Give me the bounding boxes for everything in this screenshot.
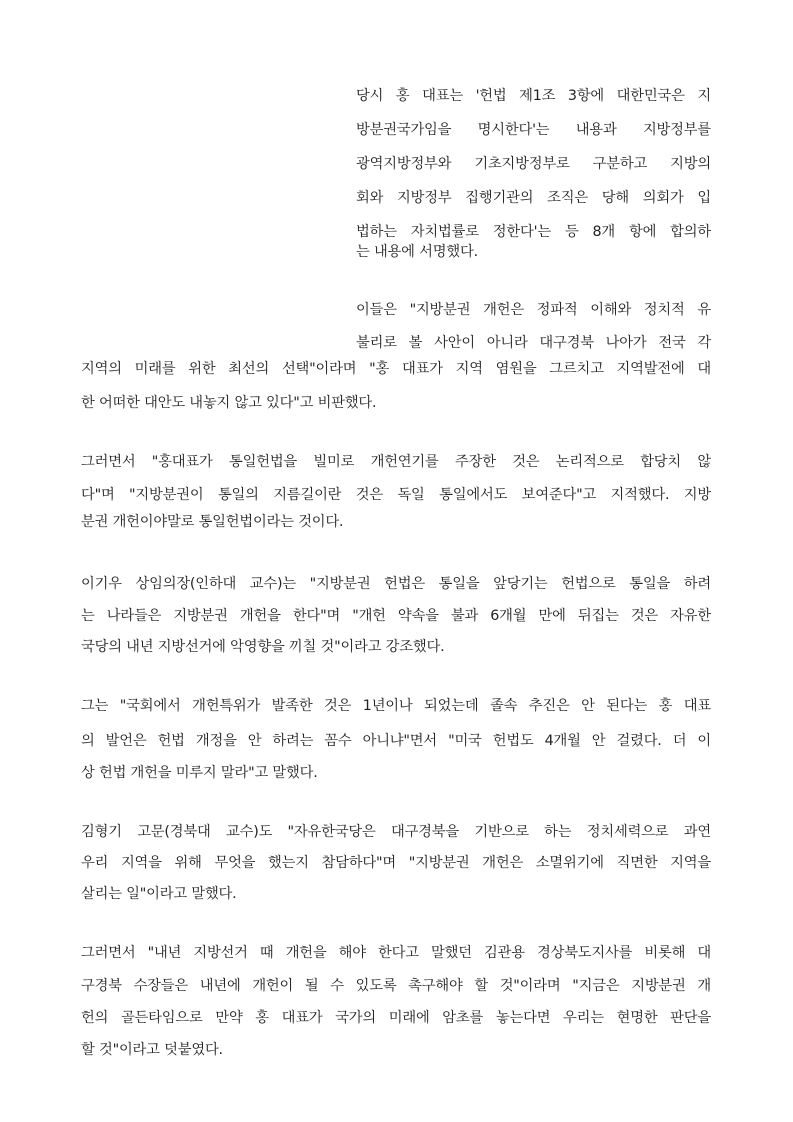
paragraph-6-line: 김형기 고문(경북대 교수)도 "자유한국당은 대구경북을 기반으로 하는 정치세력으로 과연 xyxy=(81,824,711,840)
paragraph-7-line: 구경북 수장들은 내년에 개헌이 될 수 있도록 촉구해야 할 것"이라며 "지금은 지방분권 개 xyxy=(81,978,711,994)
paragraph-1-line: 광역지방정부와 기초지방정부로 구분하고 지방의 xyxy=(356,156,711,172)
paragraph-2-line: 불리로 볼 사안이 아니라 대구경북 나아가 전국 각 xyxy=(356,335,711,351)
paragraph-4-line: 국당의 내년 지방선거에 악영향을 끼칠 것"이라고 강조했다. xyxy=(81,639,445,655)
paragraph-2-line: 한 어떠한 대안도 내놓지 않고 있다"고 비판했다. xyxy=(81,395,377,411)
paragraph-7-line: 그러면서 "내년 지방선거 때 개헌을 해야 한다고 말했던 김관용 경상북도지사를 비롯해 대 xyxy=(81,945,711,961)
paragraph-2-line: 지역의 미래를 위한 최선의 선택"이라며 "홍 대표가 지역 염원을 그르치고 지역발전에 대 xyxy=(81,361,711,377)
paragraph-3-line: 분권 개헌이야말로 통일헌법이라는 것이다. xyxy=(81,514,344,530)
paragraph-4-line: 이기우 상임의장(인하대 교수)는 "지방분권 헌법은 통일을 앞당기는 헌법으로 통일을 하려 xyxy=(81,576,711,592)
paragraph-3-line: 다"며 "지방분권이 통일의 지름길이란 것은 독일 통일에서도 보여준다"고 지적했다. 지방 xyxy=(81,487,711,503)
paragraph-6-line: 살리는 일"이라고 말했다. xyxy=(81,886,237,902)
paragraph-5-line: 그는 "국회에서 개헌특위가 발족한 것은 1년이나 되었는데 졸속 추진은 안 된다는 홍 대표 xyxy=(81,698,711,714)
paragraph-7-line: 헌의 골든타임으로 만약 홍 대표가 국가의 미래에 암초를 놓는다면 우리는 현명한 판단을 xyxy=(81,1010,711,1026)
paragraph-1-line: 는 내용에 서명했다. xyxy=(356,244,478,260)
paragraph-1-line: 방분권국가임을 명시한다'는 내용과 지방정부를 xyxy=(356,122,711,138)
paragraph-6-line: 우리 지역을 위해 무엇을 했는지 참담하다"며 "지방분권 개헌은 소멸위기에 직면한 지역을 xyxy=(81,855,711,871)
paragraph-7-line: 할 것"이라고 덧붙였다. xyxy=(81,1042,223,1058)
paragraph-5-line: 상 헌법 개헌을 미루지 말라"고 말했다. xyxy=(81,765,318,781)
paragraph-1-line: 회와 지방정부 집행기관의 조직은 당해 의회가 입 xyxy=(356,190,711,206)
paragraph-3-line: 그러면서 "홍대표가 통일헌법을 빌미로 개헌연기를 주장한 것은 논리적으로 합당치 않 xyxy=(81,454,711,470)
paragraph-4-line: 는 나라들은 지방분권 개헌을 한다"며 "개헌 약속을 불과 6개월 만에 뒤집는 것은 자유한 xyxy=(81,608,711,624)
paragraph-5-line: 의 발언은 헌법 개정을 안 하려는 꼼수 아니냐"면서 "미국 헌법도 4개월 안 걸렸다. 더 이 xyxy=(81,733,711,749)
paragraph-2-line: 이들은 "지방분권 개헌은 정파적 이해와 정치적 유 xyxy=(356,302,711,318)
paragraph-1-line: 당시 홍 대표는 '헌법 제1조 3항에 대한민국은 지 xyxy=(356,88,711,104)
paragraph-1-line: 법하는 자치법률로 정한다'는 등 8개 항에 합의하 xyxy=(356,224,711,240)
